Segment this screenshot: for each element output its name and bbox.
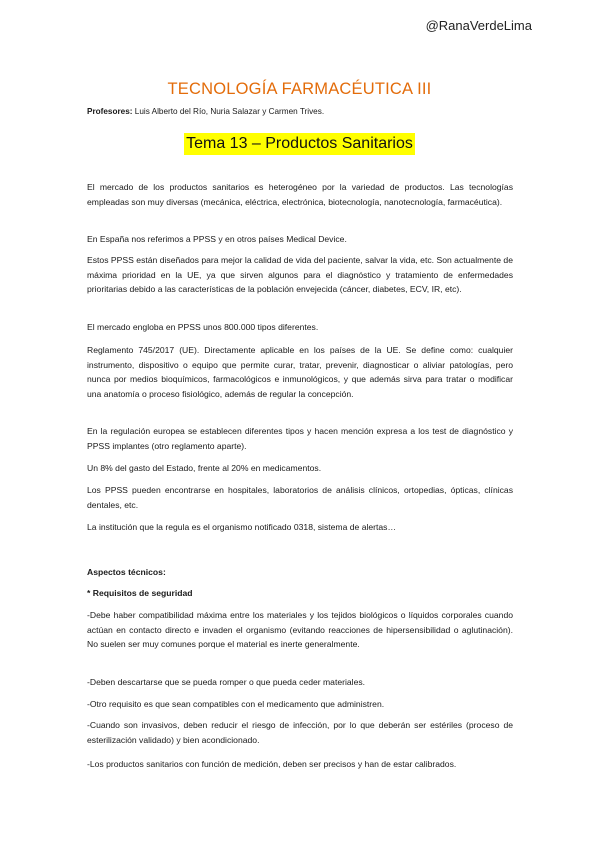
- paragraph-9: [87, 520, 513, 535]
- professors-line: [87, 107, 324, 116]
- safety-item-4: [87, 718, 513, 747]
- paragraph-6: [87, 424, 513, 453]
- safety-item-3: [87, 697, 513, 712]
- paragraph-text: El mercado de los productos sanitarios es heterogéneo por la variedad de productos. Las tecnologías empleadas son muy diversas (mecánica, eléctrica, electrónica, biotecnología, nanotecnología, farmacéutica).: [87, 182, 513, 207]
- safety-subheading: * Requisitos de seguridad: [87, 588, 193, 598]
- list-item: -Los productos sanitarios con función de medición, deben ser precisos y han de estar calibrados.: [87, 759, 457, 769]
- paragraph-text: La institución que la regula es el organismo notificado 0318, sistema de alertas…: [87, 522, 397, 532]
- list-item: -Debe haber compatibilidad máxima entre los materiales y los tejidos biológicos o líquidos corporales cuando actúan en contacto directo e invaden el organismo (evitando reacciones de hipersensibilidad o aglutinación). No suelen ser muy comunes porque el material es inerte generalmente.: [87, 610, 513, 649]
- paragraph-text: En la regulación europea se establecen diferentes tipos y hacen mención expresa a los test de diagnóstico y PPSS implantes (otro reglamento aparte).: [87, 426, 513, 451]
- professors-label: Profesores:: [87, 107, 133, 116]
- paragraph-text: En España nos referimos a PPSS y en otros países Medical Device.: [87, 234, 347, 244]
- paragraph-8: [87, 483, 513, 512]
- list-item: -Deben descartarse que se pueda romper o que pueda ceder materiales.: [87, 677, 366, 687]
- safety-item-1: [87, 608, 513, 652]
- paragraph-text: Un 8% del gasto del Estado, frente al 20% en medicamentos.: [87, 463, 322, 473]
- paragraph-3: [87, 253, 513, 297]
- watermark: @RanaVerdeLima: [425, 18, 532, 33]
- paragraph-text: El mercado engloba en PPSS unos 800.000 tipos diferentes.: [87, 322, 319, 332]
- paragraph-5: [87, 343, 513, 401]
- paragraph-1: [87, 180, 513, 209]
- safety-item-2: [87, 675, 513, 690]
- paragraph-7: [87, 461, 513, 476]
- paragraph-text: Estos PPSS están diseñados para mejor la calidad de vida del paciente, salvar la vida, etc. Son actualmente de máxima prioridad en la UE, ya que sirven algunos para el diagnóstico y tratamiento de enfermedades prioritarias debido a las características de la población envejecida (cáncer, diabetes, ECV, IR, etc).: [87, 255, 513, 294]
- topic-wrapper: [0, 133, 599, 155]
- paragraph-text: Reglamento 745/2017 (UE). Directamente aplicable en los países de la UE. Se define como: cualquier instrumento, dispositivo o equipo que permite curar, tratar, prevenir, diagnosticar o aliviar patologías, pero nunca por medios bioquímicos, farmacológicos e inmunológicos, y que además sirva para tratar o modificar una anatomía o proceso fisiológico, además de regular la concepción.: [87, 345, 513, 399]
- paragraph-2: [87, 232, 513, 247]
- safety-item-5: [87, 757, 513, 772]
- professors-names: Luis Alberto del Río, Nuria Salazar y Carmen Trives.: [132, 107, 325, 116]
- paragraph-4: [87, 320, 513, 335]
- list-item: -Cuando son invasivos, deben reducir el riesgo de infección, por lo que deberán ser estériles (proceso de esterilización validado) y bien acondicionado.: [87, 720, 513, 745]
- document-title: TECNOLOGÍA FARMACÉUTICA III: [167, 80, 432, 98]
- technical-heading: Aspectos técnicos:: [87, 567, 166, 577]
- topic-heading: Tema 13 – Productos Sanitarios: [184, 133, 415, 155]
- list-item: -Otro requisito es que sean compatibles con el medicamento que administren.: [87, 699, 385, 709]
- paragraph-text: Los PPSS pueden encontrarse en hospitales, laboratorios de análisis clínicos, ortopedias, ópticas, clínicas dentales, etc.: [87, 485, 513, 510]
